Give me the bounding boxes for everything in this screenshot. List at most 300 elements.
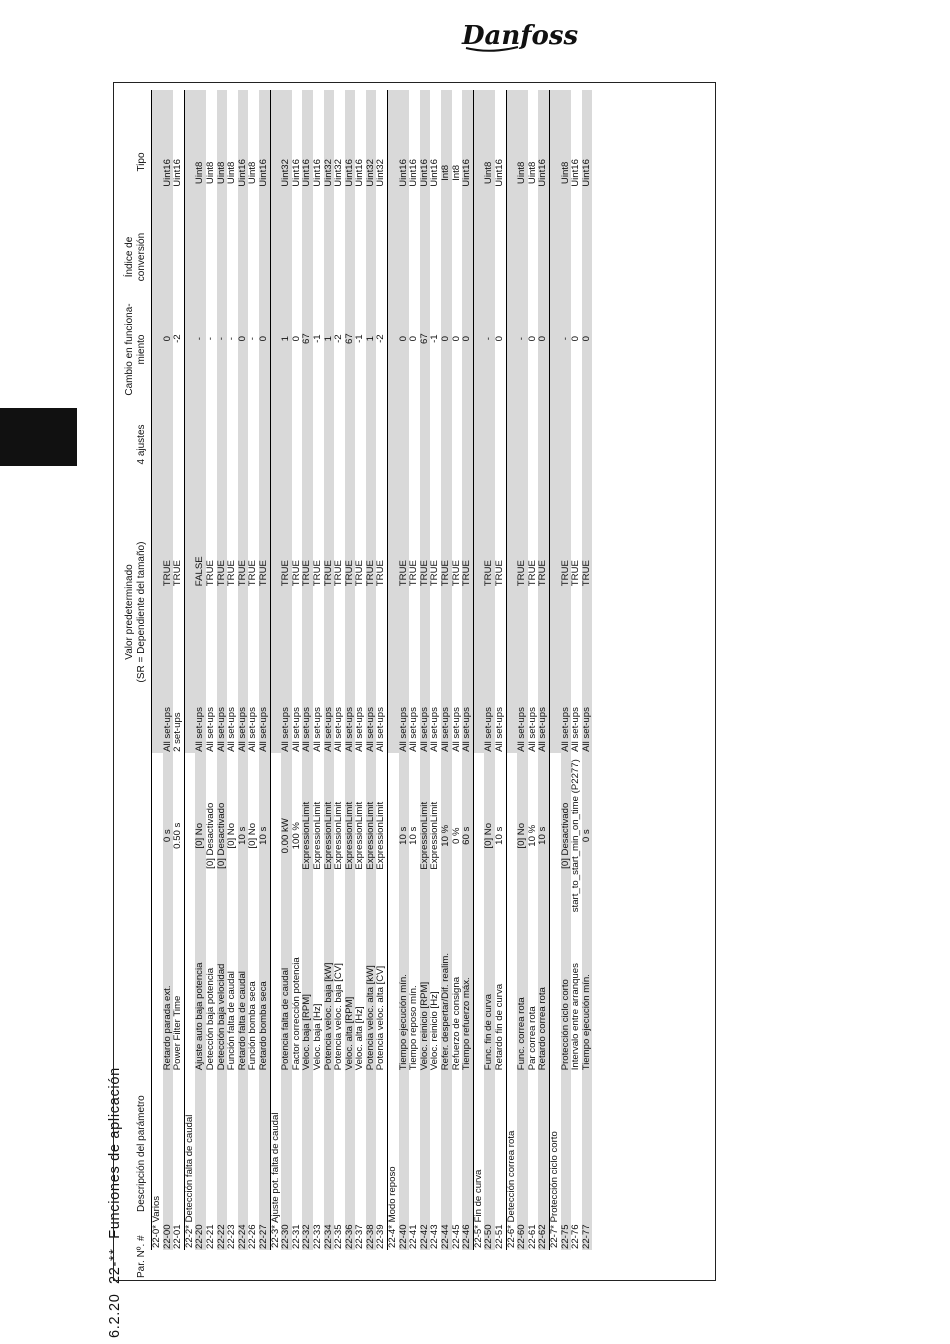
parameter-row [452,90,463,1250]
cell-chg: TRUE [324,421,335,587]
cell-def: 10 s [538,753,549,919]
parameter-row [292,90,303,1250]
group-header-fill [152,90,163,753]
cell-def: [0] Desactivado [206,753,217,919]
cell-chg: TRUE [302,421,313,587]
cell-num: 22-75 [561,1084,572,1250]
parameter-row [517,90,528,1250]
cell-sets: All set-ups [313,587,324,753]
group-header-row [184,90,195,1250]
cell-chg: TRUE [227,421,238,587]
cell-sets: All set-ups [582,587,593,753]
cell-num: 22-01 [173,1084,184,1250]
cell-num: 22-20 [195,1084,206,1250]
parameter-row [217,90,228,1250]
parameter-row [281,90,292,1250]
cell-conv: - [195,256,206,422]
cell-type: Uint16 [430,90,441,256]
cell-sets: All set-ups [495,587,506,753]
cell-type: Uint8 [195,90,206,256]
cell-num: 22-38 [366,1084,377,1250]
cell-desc: Intervalo entre arranques [571,919,582,1085]
cell-def: 0.00 kW [281,753,292,919]
cell-chg: TRUE [366,421,377,587]
cell-conv: - [217,256,228,422]
header-conv-line2: conversión [136,232,147,282]
cell-conv: 0 [409,256,420,422]
cell-chg: TRUE [409,421,420,587]
cell-chg: TRUE [217,421,228,587]
parameter-row [259,90,270,1250]
cell-type: Uint8 [217,90,228,256]
cell-conv: 0 [452,256,463,422]
parameter-row [313,90,324,1250]
cell-def: 10 % [441,753,452,919]
cell-num: 22-43 [430,1084,441,1250]
cell-num: 22-62 [538,1084,549,1250]
cell-type: Uint16 [238,90,249,256]
cell-sets: All set-ups [195,587,206,753]
cell-def: 10 s [495,753,506,919]
cell-num: 22-31 [292,1084,303,1250]
cell-sets: All set-ups [163,587,174,753]
cell-desc: Retardo bomba seca [259,919,270,1085]
parameter-row [561,90,572,1250]
section-code: 22-** [107,1248,123,1285]
cell-chg: TRUE [345,421,356,587]
cell-conv: - [227,256,238,422]
cell-sets: All set-ups [517,587,528,753]
cell-conv: - [484,256,495,422]
cell-num: 22-60 [517,1084,528,1250]
cell-sets: All set-ups [420,587,431,753]
cell-num: 22-35 [334,1084,345,1250]
cell-chg: TRUE [206,421,217,587]
cell-num: 22-23 [227,1084,238,1250]
cell-num: 22-51 [495,1084,506,1250]
cell-conv: 67 [302,256,313,422]
header-conv-line1: Índice de [124,236,135,278]
cell-type: Uint8 [206,90,217,256]
cell-def: 100 % [292,753,303,919]
parameter-row [528,90,539,1250]
group-header-row [152,90,163,1250]
cell-def: ExpressionLimit [376,753,387,919]
cell-num: 22-27 [259,1084,270,1250]
cell-num: 22-46 [462,1084,473,1250]
group-header-fill [549,90,560,753]
cell-num: 22-42 [420,1084,431,1250]
cell-chg: TRUE [441,421,452,587]
group-header-row [473,90,484,1250]
cell-desc: Refer. despertar/Dif. realim. [441,919,452,1085]
cell-def: [0] No [517,753,528,919]
cell-desc: Potencia veloc. alta [kW] [366,919,377,1085]
cell-type: Uint32 [281,90,292,256]
parameter-row [355,90,366,1250]
cell-type: Int8 [441,90,452,256]
cell-chg: FALSE [195,421,206,587]
cell-def: 0 s [582,753,593,919]
cell-def: 10 s [238,753,249,919]
cell-conv: -1 [313,256,324,422]
cell-type: Uint16 [571,90,582,256]
cell-conv: 0 [163,256,174,422]
cell-chg: TRUE [259,421,270,587]
cell-desc: Retardo fin de curva [495,919,506,1085]
cell-def: ExpressionLimit [420,753,431,919]
header-type: Tipo [136,152,147,172]
parameter-row [206,90,217,1250]
cell-type: Uint16 [582,90,593,256]
cell-def: 0.50 s [173,753,184,919]
group-header-row [506,90,517,1250]
cell-chg: TRUE [376,421,387,587]
cell-type: Uint16 [163,90,174,256]
cell-sets: All set-ups [334,587,345,753]
cell-conv: - [517,256,528,422]
svg-text:Danfoss: Danfoss [462,21,579,51]
cell-sets: All set-ups [452,587,463,753]
cell-conv: - [206,256,217,422]
cell-sets: All set-ups [259,587,270,753]
cell-desc: Veloc. baja [Hz] [313,919,324,1085]
cell-chg: TRUE [495,421,506,587]
parameter-row [376,90,387,1250]
cell-conv: 0 [462,256,473,422]
cell-num: 22-45 [452,1084,463,1250]
cell-num: 22-76 [571,1084,582,1250]
cell-conv: 0 [441,256,452,422]
cell-sets: All set-ups [484,587,495,753]
cell-conv: -1 [430,256,441,422]
cell-def: 0 % [452,753,463,919]
danfoss-logo [460,14,579,56]
cell-type: Uint16 [538,90,549,256]
section-number: 6.2.20 [107,1293,123,1338]
group-header-fill [184,90,195,753]
cell-type: Uint8 [561,90,572,256]
cell-chg: TRUE [173,421,184,587]
group-header-fill [388,90,399,753]
cell-desc: Potencia falta de caudal [281,919,292,1085]
cell-def: ExpressionLimit [345,753,356,919]
cell-chg: TRUE [355,421,366,587]
cell-def: ExpressionLimit [334,753,345,919]
cell-num: 22-32 [302,1084,313,1250]
cell-sets: All set-ups [217,587,228,753]
cell-def: start_to_start_min_on_time (P2277) [571,753,582,919]
cell-def: ExpressionLimit [366,753,377,919]
cell-chg: TRUE [420,421,431,587]
parameter-row [195,90,206,1250]
parameter-row [462,90,473,1250]
parameter-row [430,90,441,1250]
cell-sets: All set-ups [538,587,549,753]
cell-def: [0] No [227,753,238,919]
cell-chg: TRUE [582,421,593,587]
cell-desc: Func. correa rota [517,919,528,1085]
header-change-line2: miento [136,334,147,365]
cell-desc: Func. fin de curva [484,919,495,1085]
cell-def: 10 s [399,753,410,919]
cell-type: Uint32 [334,90,345,256]
cell-desc: Tiempo reposo mín. [409,919,420,1085]
cell-desc: Potencia veloc. alta [CV] [376,919,387,1085]
group-header-row [388,90,399,1250]
cell-conv: 1 [324,256,335,422]
cell-type: Uint32 [366,90,377,256]
parameter-row [420,90,431,1250]
cell-chg: TRUE [538,421,549,587]
cell-conv: -2 [334,256,345,422]
group-header-fill [473,90,484,753]
cell-def: 10 s [259,753,270,919]
cell-conv: 67 [345,256,356,422]
cell-conv: 0 [582,256,593,422]
cell-num: 22-26 [248,1084,259,1250]
cell-num: 22-22 [217,1084,228,1250]
parameter-table [151,90,592,1250]
cell-num: 22-33 [313,1084,324,1250]
cell-num: 22-00 [163,1084,174,1250]
group-label: 22-4* Modo reposo [388,753,399,1250]
cell-conv: 0 [538,256,549,422]
parameter-row [324,90,335,1250]
cell-num: 22-50 [484,1084,495,1250]
cell-sets: All set-ups [292,587,303,753]
parameter-table-frame [113,82,716,1281]
cell-desc: Potencia veloc. baja [CV] [334,919,345,1085]
cell-desc: Ajuste auto baja potencia [195,919,206,1085]
parameter-row [302,90,313,1250]
parameter-row [484,90,495,1250]
cell-sets: All set-ups [345,587,356,753]
parameter-row [582,90,593,1250]
parameter-row [345,90,356,1250]
cell-desc: Refuerzo de consigna [452,919,463,1085]
cell-sets: All set-ups [355,587,366,753]
cell-type: Uint16 [399,90,410,256]
cell-sets: All set-ups [302,587,313,753]
cell-conv: 0 [238,256,249,422]
cell-def: ExpressionLimit [313,753,324,919]
cell-desc: Veloc. alta [RPM] [345,919,356,1085]
cell-def: ExpressionLimit [355,753,366,919]
cell-desc: Tiempo ejecución mín. [399,919,410,1085]
cell-chg: TRUE [281,421,292,587]
cell-desc: Tiempo ejecución mín. [582,919,593,1085]
header-change-line1: Cambio en funciona- [124,303,135,396]
cell-conv: - [248,256,259,422]
cell-desc: Protección ciclo corto [561,919,572,1085]
cell-type: Uint16 [292,90,303,256]
cell-chg: TRUE [484,421,495,587]
chapter-tab [0,408,77,466]
cell-type: Uint16 [420,90,431,256]
cell-def: 0 s [163,753,174,919]
parameter-row [173,90,184,1250]
section-name: Funciones de aplicación [107,1067,123,1239]
cell-def: [0] Desactivado [217,753,228,919]
cell-conv: 0 [495,256,506,422]
cell-chg: TRUE [399,421,410,587]
cell-num: 22-30 [281,1084,292,1250]
cell-sets: All set-ups [561,587,572,753]
cell-conv: -2 [376,256,387,422]
group-header-row [270,90,281,1250]
cell-desc: Detección baja potencia [206,919,217,1085]
cell-desc: Factor corrección potencia [292,919,303,1085]
cell-type: Uint8 [528,90,539,256]
cell-chg: TRUE [430,421,441,587]
cell-type: Uint16 [355,90,366,256]
cell-def: ExpressionLimit [430,753,441,919]
cell-conv: 0 [399,256,410,422]
cell-conv: 67 [420,256,431,422]
cell-type: Uint16 [409,90,420,256]
cell-conv: -2 [173,256,184,422]
header-par-no: Par. Nº. # [136,1235,147,1278]
cell-def: 10 s [409,753,420,919]
parameter-row [409,90,420,1250]
cell-def: [0] No [195,753,206,919]
cell-num: 22-44 [441,1084,452,1250]
cell-type: Uint16 [173,90,184,256]
cell-type: Uint8 [248,90,259,256]
cell-conv: 0 [571,256,582,422]
cell-num: 22-61 [528,1084,539,1250]
cell-sets: 2 set-ups [173,587,184,753]
cell-desc: Retardo parada ext. [163,919,174,1085]
cell-type: Uint16 [259,90,270,256]
cell-type: Uint32 [324,90,335,256]
cell-chg: TRUE [163,421,174,587]
cell-chg: TRUE [517,421,528,587]
cell-sets: All set-ups [528,587,539,753]
cell-sets: All set-ups [206,587,217,753]
cell-desc: Par correa rota [528,919,539,1085]
cell-def: ExpressionLimit [302,753,313,919]
cell-num: 22-40 [399,1084,410,1250]
cell-chg: TRUE [238,421,249,587]
cell-desc: Veloc. reinicio [RPM] [420,919,431,1085]
cell-type: Uint8 [484,90,495,256]
header-default-line1: Valor predeterminado [124,564,135,660]
cell-sets: All set-ups [238,587,249,753]
parameter-row [366,90,377,1250]
cell-conv: 0 [259,256,270,422]
cell-desc: Función falta de caudal [227,919,238,1085]
cell-desc: Power Filter Time [173,919,184,1085]
cell-desc: Detección baja velocidad [217,919,228,1085]
cell-chg: TRUE [571,421,582,587]
cell-sets: All set-ups [571,587,582,753]
group-header-row [549,90,560,1250]
cell-desc: Retardo falta de caudal [238,919,249,1085]
parameter-row [227,90,238,1250]
cell-type: Uint32 [376,90,387,256]
cell-type: Uint8 [517,90,528,256]
cell-chg: TRUE [248,421,259,587]
group-label: 22-0* Varios [152,753,163,1250]
cell-desc: Tiempo refuerzo máx. [462,919,473,1085]
cell-sets: All set-ups [281,587,292,753]
cell-type: Uint16 [302,90,313,256]
cell-conv: 1 [366,256,377,422]
cell-desc: Veloc. reinicio [Hz] [430,919,441,1085]
parameter-row [538,90,549,1250]
cell-sets: All set-ups [248,587,259,753]
parameter-row [399,90,410,1250]
cell-sets: All set-ups [366,587,377,753]
cell-sets: All set-ups [462,587,473,753]
cell-num: 22-21 [206,1084,217,1250]
cell-chg: TRUE [313,421,324,587]
cell-type: Uint16 [313,90,324,256]
cell-chg: TRUE [561,421,572,587]
cell-conv: - [561,256,572,422]
cell-conv: -1 [355,256,366,422]
cell-desc: Veloc. baja [RPM] [302,919,313,1085]
cell-sets: All set-ups [409,587,420,753]
cell-def: [0] No [248,753,259,919]
cell-num: 22-36 [345,1084,356,1250]
cell-desc: Función bomba seca [248,919,259,1085]
cell-sets: All set-ups [430,587,441,753]
cell-chg: TRUE [334,421,345,587]
group-label: 22-3* Ajuste pot. falta de caudal [270,753,281,1250]
cell-def: 10 % [528,753,539,919]
cell-num: 22-37 [355,1084,366,1250]
cell-conv: 0 [528,256,539,422]
parameter-row [163,90,174,1250]
group-label: 22-7* Protección ciclo corto [549,753,560,1250]
header-description: Descripción del parámetro [136,1095,147,1212]
parameter-row [238,90,249,1250]
cell-def: 60 s [462,753,473,919]
cell-conv: 1 [281,256,292,422]
cell-num: 22-41 [409,1084,420,1250]
parameter-row [248,90,259,1250]
cell-desc: Potencia veloc. baja [kW] [324,919,335,1085]
cell-type: Uint16 [345,90,356,256]
group-label: 22-6* Detección correa rota [506,753,517,1250]
cell-def: [0] Desactivado [561,753,572,919]
parameter-row [495,90,506,1250]
group-label: 22-2* Detección falta de caudal [184,753,195,1250]
cell-sets: All set-ups [324,587,335,753]
group-header-fill [270,90,281,753]
cell-num: 22-77 [582,1084,593,1250]
cell-num: 22-39 [376,1084,387,1250]
cell-num: 22-24 [238,1084,249,1250]
cell-type: Uint8 [227,90,238,256]
cell-chg: TRUE [528,421,539,587]
header-setups: 4 ajustes [136,424,147,465]
cell-def: ExpressionLimit [324,753,335,919]
group-header-fill [506,90,517,753]
header-default-line2: (SR = Dependiente del tamaño) [136,541,147,683]
cell-desc: Retardo correa rota [538,919,549,1085]
cell-sets: All set-ups [441,587,452,753]
cell-chg: TRUE [292,421,303,587]
cell-type: Uint16 [462,90,473,256]
cell-desc: Veloc. alta [Hz] [355,919,366,1085]
parameter-row [571,90,582,1250]
cell-sets: All set-ups [376,587,387,753]
cell-sets: All set-ups [227,587,238,753]
